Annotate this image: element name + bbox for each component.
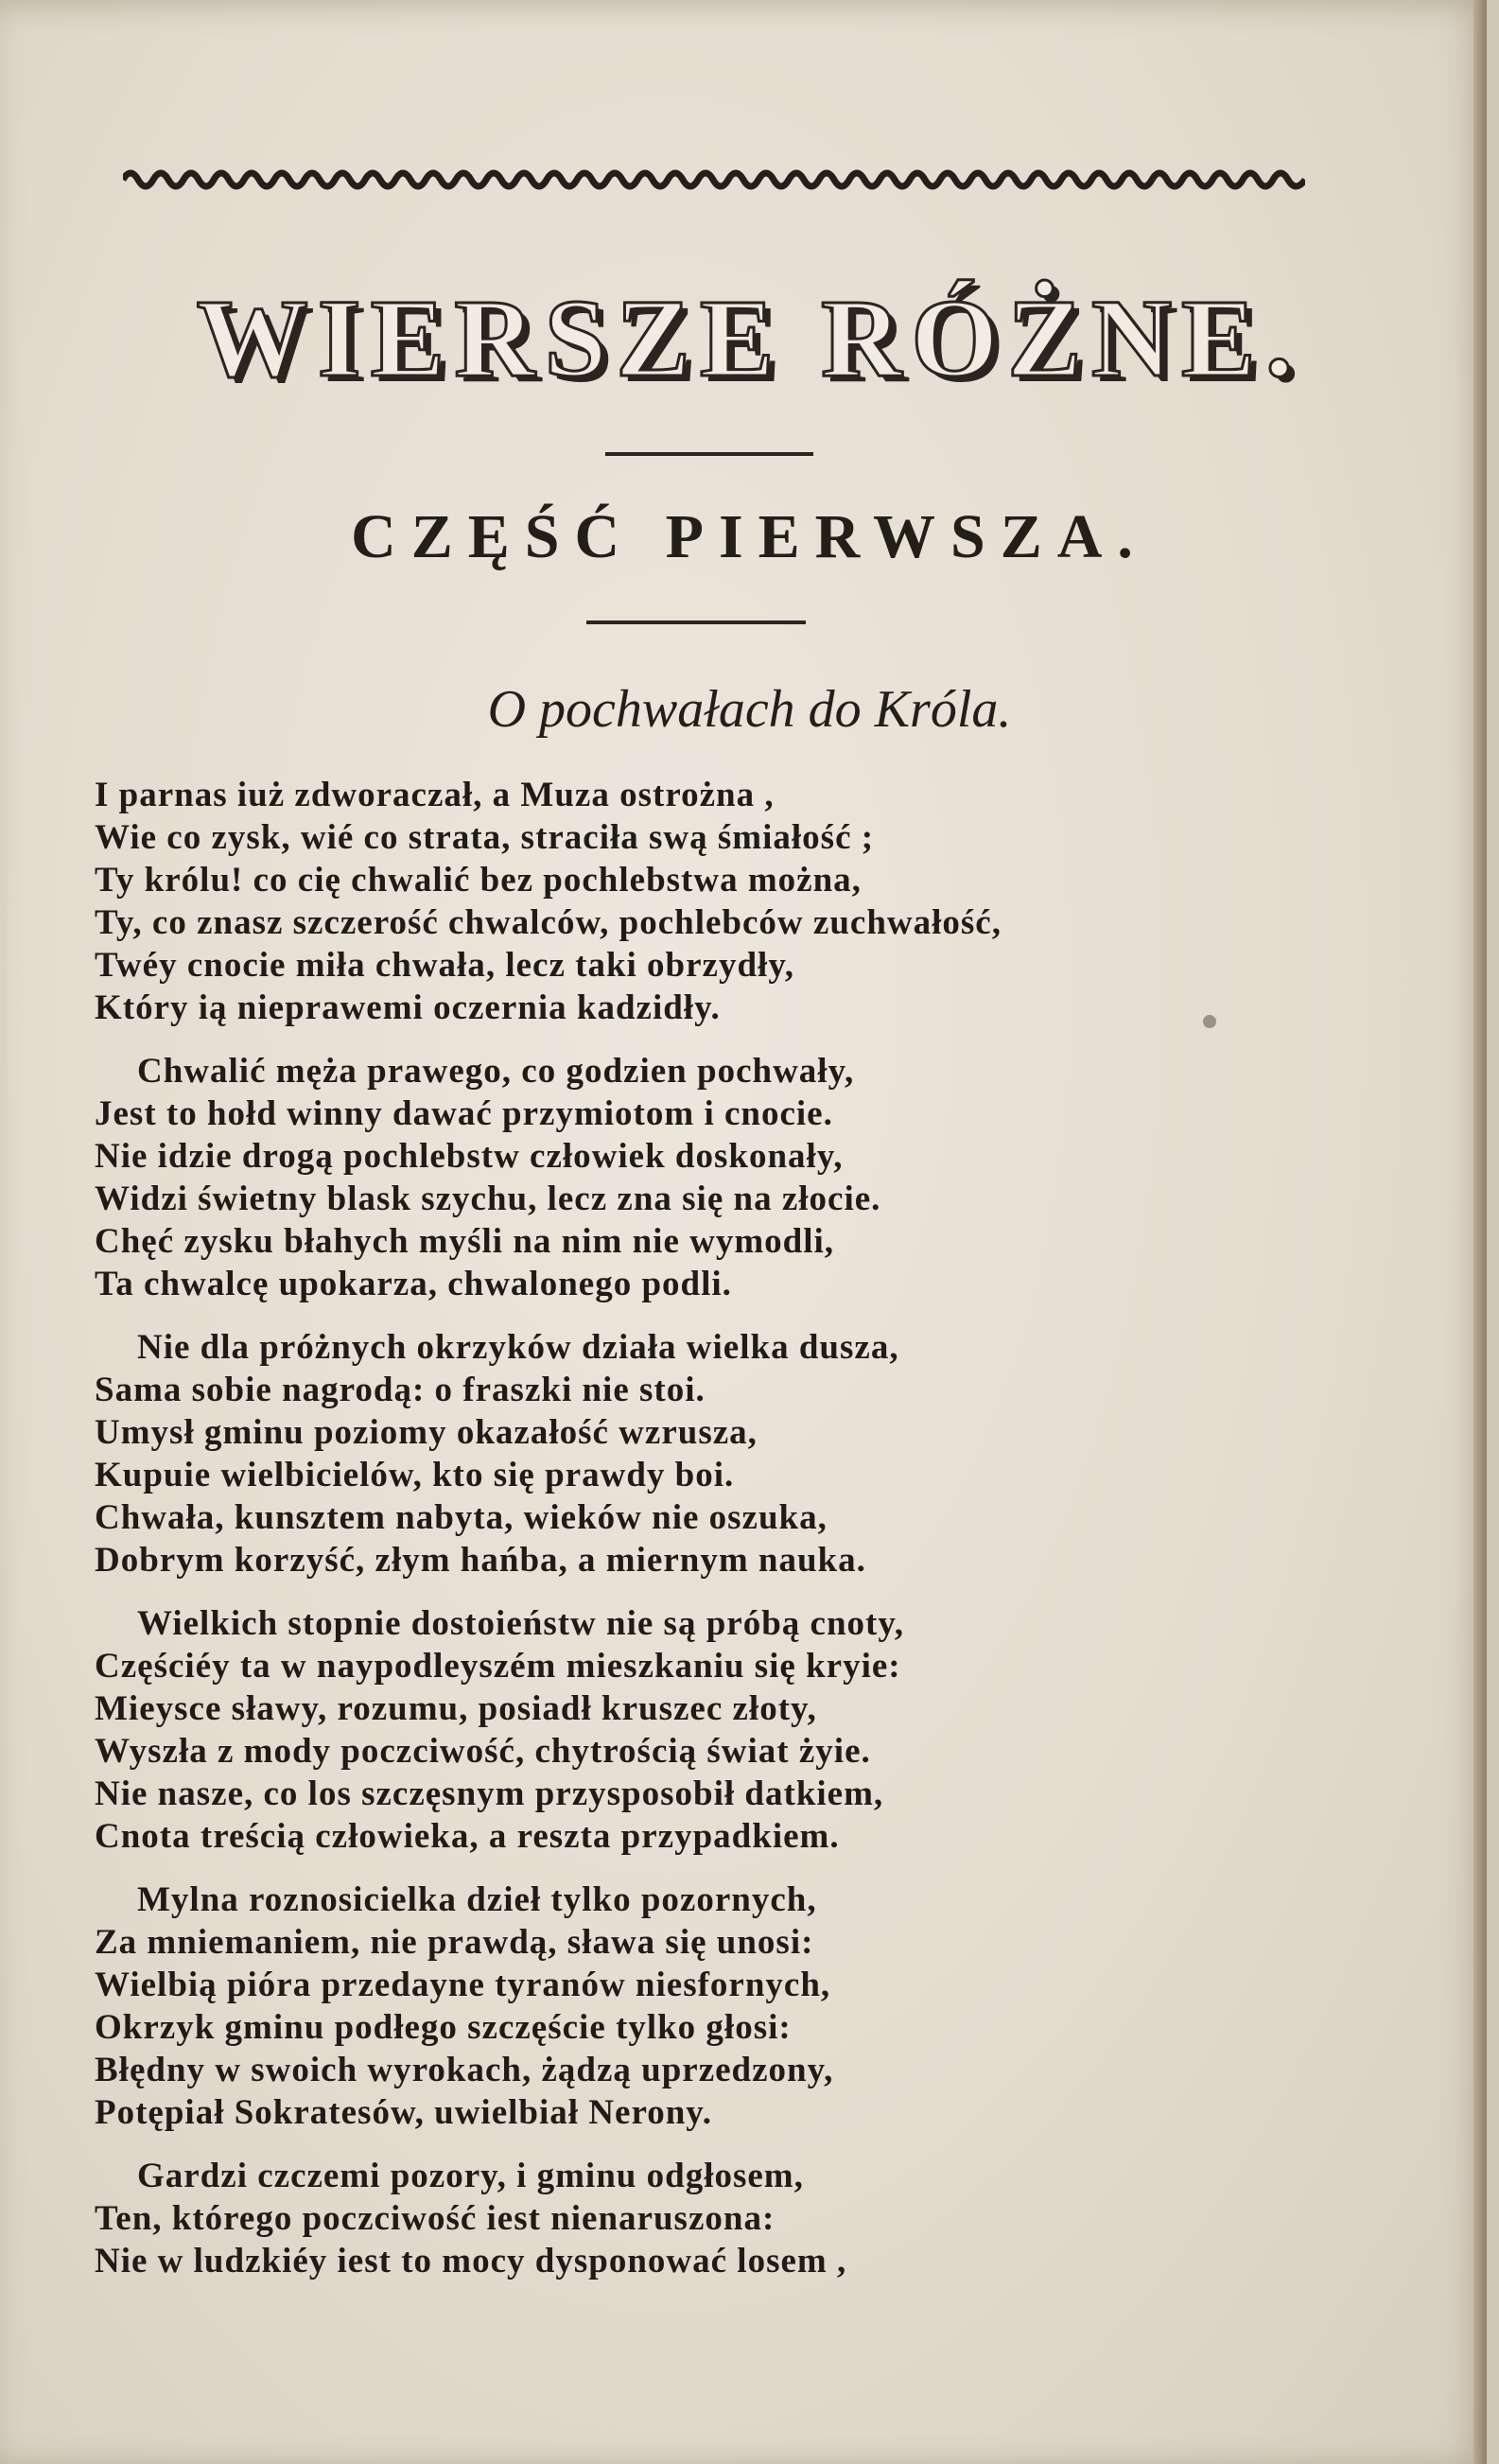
poem-line: Częściéy ta w naypodleyszém mieszkaniu się kryie: xyxy=(95,1647,901,1686)
poem-line: Wielbią pióra przedayne tyranów niesfornych, xyxy=(95,1966,831,2004)
poem-line: Ty królu! co cię chwalić bez pochlebstwa można, xyxy=(95,861,862,900)
poem-line: Nie idzie drogą pochlebstw człowiek doskonały, xyxy=(95,1137,844,1176)
poem-line: I parnas iuż zdworaczał, a Muza ostrożna , xyxy=(95,776,775,814)
poem-body xyxy=(95,774,1059,2303)
poem-line: Widzi świetny blask szychu, lecz zna się na złocie. xyxy=(95,1180,881,1218)
poem-line: Błędny w swoich wyrokach, żądzą uprzedzony, xyxy=(95,2051,834,2089)
poem-line: Okrzyk gminu podłego szczęście tylko głosi: xyxy=(95,2008,792,2047)
stanza xyxy=(95,1050,1059,1305)
poem-line: Gardzi czczemi pozory, i gminu odgłosem, xyxy=(137,2157,804,2195)
poem-line: Cnota treścią człowieka, a reszta przypadkiem. xyxy=(95,1817,840,1856)
poem-line: Mylna roznosicielka dzieł tylko pozornych, xyxy=(137,1880,817,1919)
poem-line: Nie w ludzkiéy iest to mocy dysponować losem , xyxy=(95,2242,847,2281)
stanza xyxy=(95,1326,1059,1582)
poem-line: Umysł gminu poziomy okazałość wzrusza, xyxy=(95,1413,758,1452)
poem-line: Chwalić męża prawego, co godzien pochwały, xyxy=(137,1052,855,1091)
poem-line: Sama sobie nagrodą: o fraszki nie stoi. xyxy=(95,1371,706,1409)
ornamental-border xyxy=(123,161,1305,199)
subtitle-rule xyxy=(586,620,806,624)
poem-line: Chwała, kunsztem nabyta, wieków nie oszuka, xyxy=(95,1498,828,1537)
poem-title: O pochwałach do Króla. xyxy=(487,680,1012,739)
poem-line: Mieysce sławy, rozumu, posiadł kruszec złoty, xyxy=(95,1689,817,1728)
poem-line: Wielkich stopnie dostoieństw nie są próbą cnoty, xyxy=(137,1604,905,1643)
stanza xyxy=(95,1879,1059,2134)
poem-line: Ten, którego poczciwość iest nienaruszona: xyxy=(95,2199,776,2238)
poem-line: Za mniemaniem, nie prawdą, sława się unosi: xyxy=(95,1923,814,1962)
title-rule xyxy=(605,452,813,456)
poem-line: Potępiał Sokratesów, uwielbiał Nerony. xyxy=(95,2093,712,2132)
page-title: WIERSZE RÓŻNE. xyxy=(196,276,1303,400)
ink-speck xyxy=(1203,1015,1216,1028)
poem-line: Który ią nieprawemi oczernia kadzidły. xyxy=(95,988,721,1027)
poem-line: Ty, co znasz szczerość chwalców, pochlebców zuchwałość, xyxy=(95,903,1002,942)
poem-line: Nie dla próżnych okrzyków działa wielka dusza, xyxy=(137,1328,899,1367)
poem-line: Jest to hołd winny dawać przymiotom i cnocie. xyxy=(95,1094,833,1133)
stanza xyxy=(95,2155,1059,2282)
stanza xyxy=(95,1602,1059,1858)
poem-line: Wyszła z mody poczciwość, chytrością świat żyie. xyxy=(95,1732,871,1771)
poem-line: Chęć zysku błahych myśli na nim nie wymodli, xyxy=(95,1222,835,1261)
poem-line: Dobrym korzyść, złym hańba, a miernym nauka. xyxy=(95,1541,866,1580)
poem-line: Nie nasze, co los szczęsnym przysposobił datkiem, xyxy=(95,1774,884,1813)
poem-line: Twéy cnocie miła chwała, lecz taki obrzydły, xyxy=(95,946,795,985)
poem-line: Wie co zysk, wié co strata, straciła swą śmiałość ; xyxy=(95,818,875,857)
poem-line: Ta chwalcę upokarza, chwalonego podli. xyxy=(95,1265,732,1303)
poem-line: Kupuie wielbicielów, kto się prawdy boi. xyxy=(95,1456,735,1494)
part-heading: CZĘŚĆ PIERWSZA. xyxy=(351,502,1148,571)
stanza xyxy=(95,774,1059,1029)
